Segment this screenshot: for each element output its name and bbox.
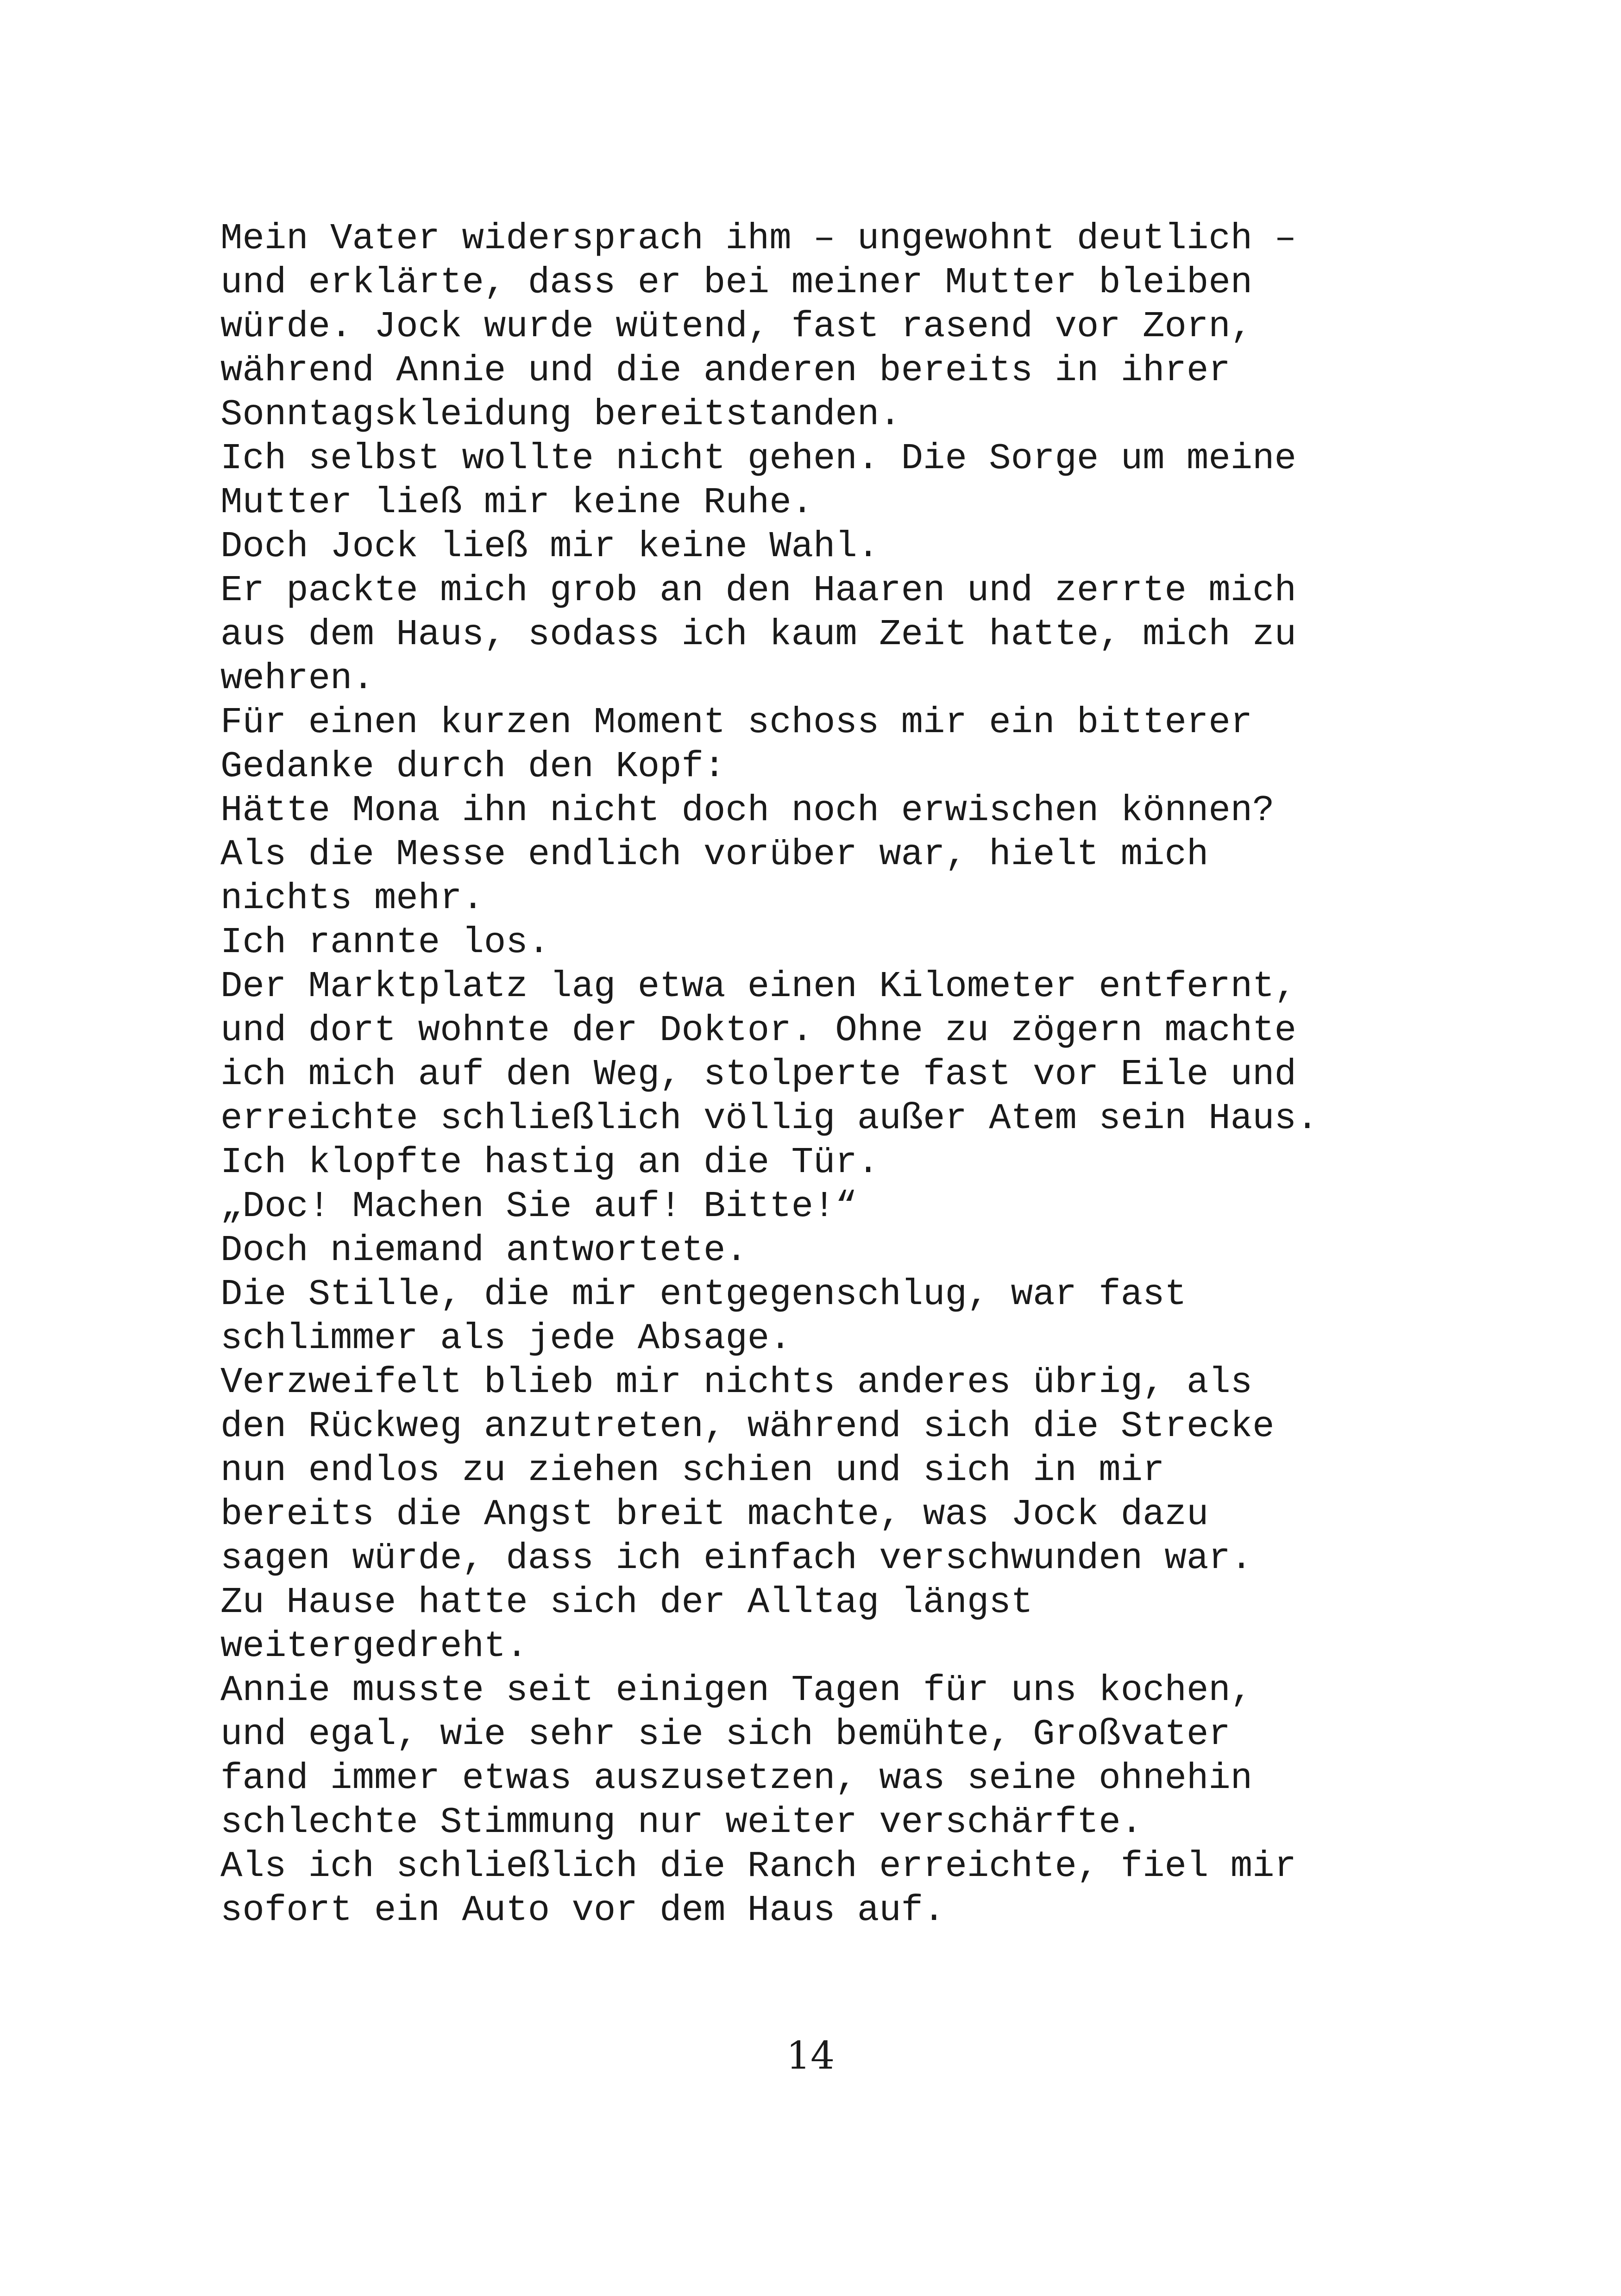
text-line: bereits die Angst breit machte, was Jock dazu xyxy=(220,1493,1209,1535)
text-line: nun endlos zu ziehen schien und sich in mir xyxy=(220,1449,1165,1491)
text-line: würde. Jock wurde wütend, fast rasend vor Zorn, xyxy=(220,306,1253,347)
text-line: Als ich schließlich die Ranch erreichte, fiel mir xyxy=(220,1845,1296,1887)
text-line: und dort wohnte der Doktor. Ohne zu zögern machte xyxy=(220,1010,1296,1051)
text-line: sofort ein Auto vor dem Haus auf. xyxy=(220,1889,945,1931)
text-line: Ich selbst wollte nicht gehen. Die Sorge um meine xyxy=(220,438,1296,479)
text-line: Zu Hause hatte sich der Alltag längst xyxy=(220,1581,1033,1623)
text-line: Verzweifelt blieb mir nichts anderes übrig, als xyxy=(220,1361,1253,1403)
text-line: fand immer etwas auszusetzen, was seine ohnehin xyxy=(220,1757,1253,1799)
text-line: den Rückweg anzutreten, während sich die Strecke xyxy=(220,1405,1275,1447)
text-line: Doch niemand antwortete. xyxy=(220,1230,748,1271)
text-line: Ich klopfte hastig an die Tür. xyxy=(220,1142,880,1183)
text-line: während Annie und die anderen bereits in ihrer xyxy=(220,350,1231,391)
text-line: nichts mehr. xyxy=(220,878,484,919)
text-line: ich mich auf den Weg, stolperte fast vor Eile und xyxy=(220,1054,1296,1095)
text-line: aus dem Haus, sodass ich kaum Zeit hatte, mich zu xyxy=(220,614,1296,655)
page-number: 14 xyxy=(786,2034,835,2078)
text-line: Der Marktplatz lag etwa einen Kilometer entfernt, xyxy=(220,966,1296,1007)
text-line: sagen würde, dass ich einfach verschwunden war. xyxy=(220,1537,1253,1579)
text-line: Mutter ließ mir keine Ruhe. xyxy=(220,482,814,523)
text-line: Gedanke durch den Kopf: xyxy=(220,746,726,787)
text-line: Die Stille, die mir entgegenschlug, war fast xyxy=(220,1273,1187,1315)
text-line: Er packte mich grob an den Haaren und zerrte mich xyxy=(220,570,1296,611)
text-line: Hätte Mona ihn nicht doch noch erwischen können? xyxy=(220,790,1275,831)
text-line: Doch Jock ließ mir keine Wahl. xyxy=(220,526,880,567)
text-line: Annie musste seit einigen Tagen für uns kochen, xyxy=(220,1669,1253,1711)
text-line: Für einen kurzen Moment schoss mir ein bitterer xyxy=(220,702,1253,743)
text-line: wehren. xyxy=(220,658,374,699)
text-line: erreichte schließlich völlig außer Atem sein Haus. xyxy=(220,1098,1319,1139)
text-line: und erklärte, dass er bei meiner Mutter bleiben xyxy=(220,262,1253,303)
text-line: und egal, wie sehr sie sich bemühte, Großvater xyxy=(220,1713,1231,1755)
text-line: schlechte Stimmung nur weiter verschärfte. xyxy=(220,1801,1143,1843)
body-text xyxy=(220,217,1517,1932)
text-line: Sonntagskleidung bereitstanden. xyxy=(220,394,901,435)
text-line: Ich rannte los. xyxy=(220,922,550,963)
text-line: weitergedreht. xyxy=(220,1625,528,1667)
text-line: „Doc! Machen Sie auf! Bitte!“ xyxy=(220,1186,857,1227)
text-line: Als die Messe endlich vorüber war, hielt mich xyxy=(220,834,1209,875)
text-line: schlimmer als jede Absage. xyxy=(220,1317,792,1359)
text-line: Mein Vater widersprach ihm – ungewohnt deutlich – xyxy=(220,218,1296,259)
